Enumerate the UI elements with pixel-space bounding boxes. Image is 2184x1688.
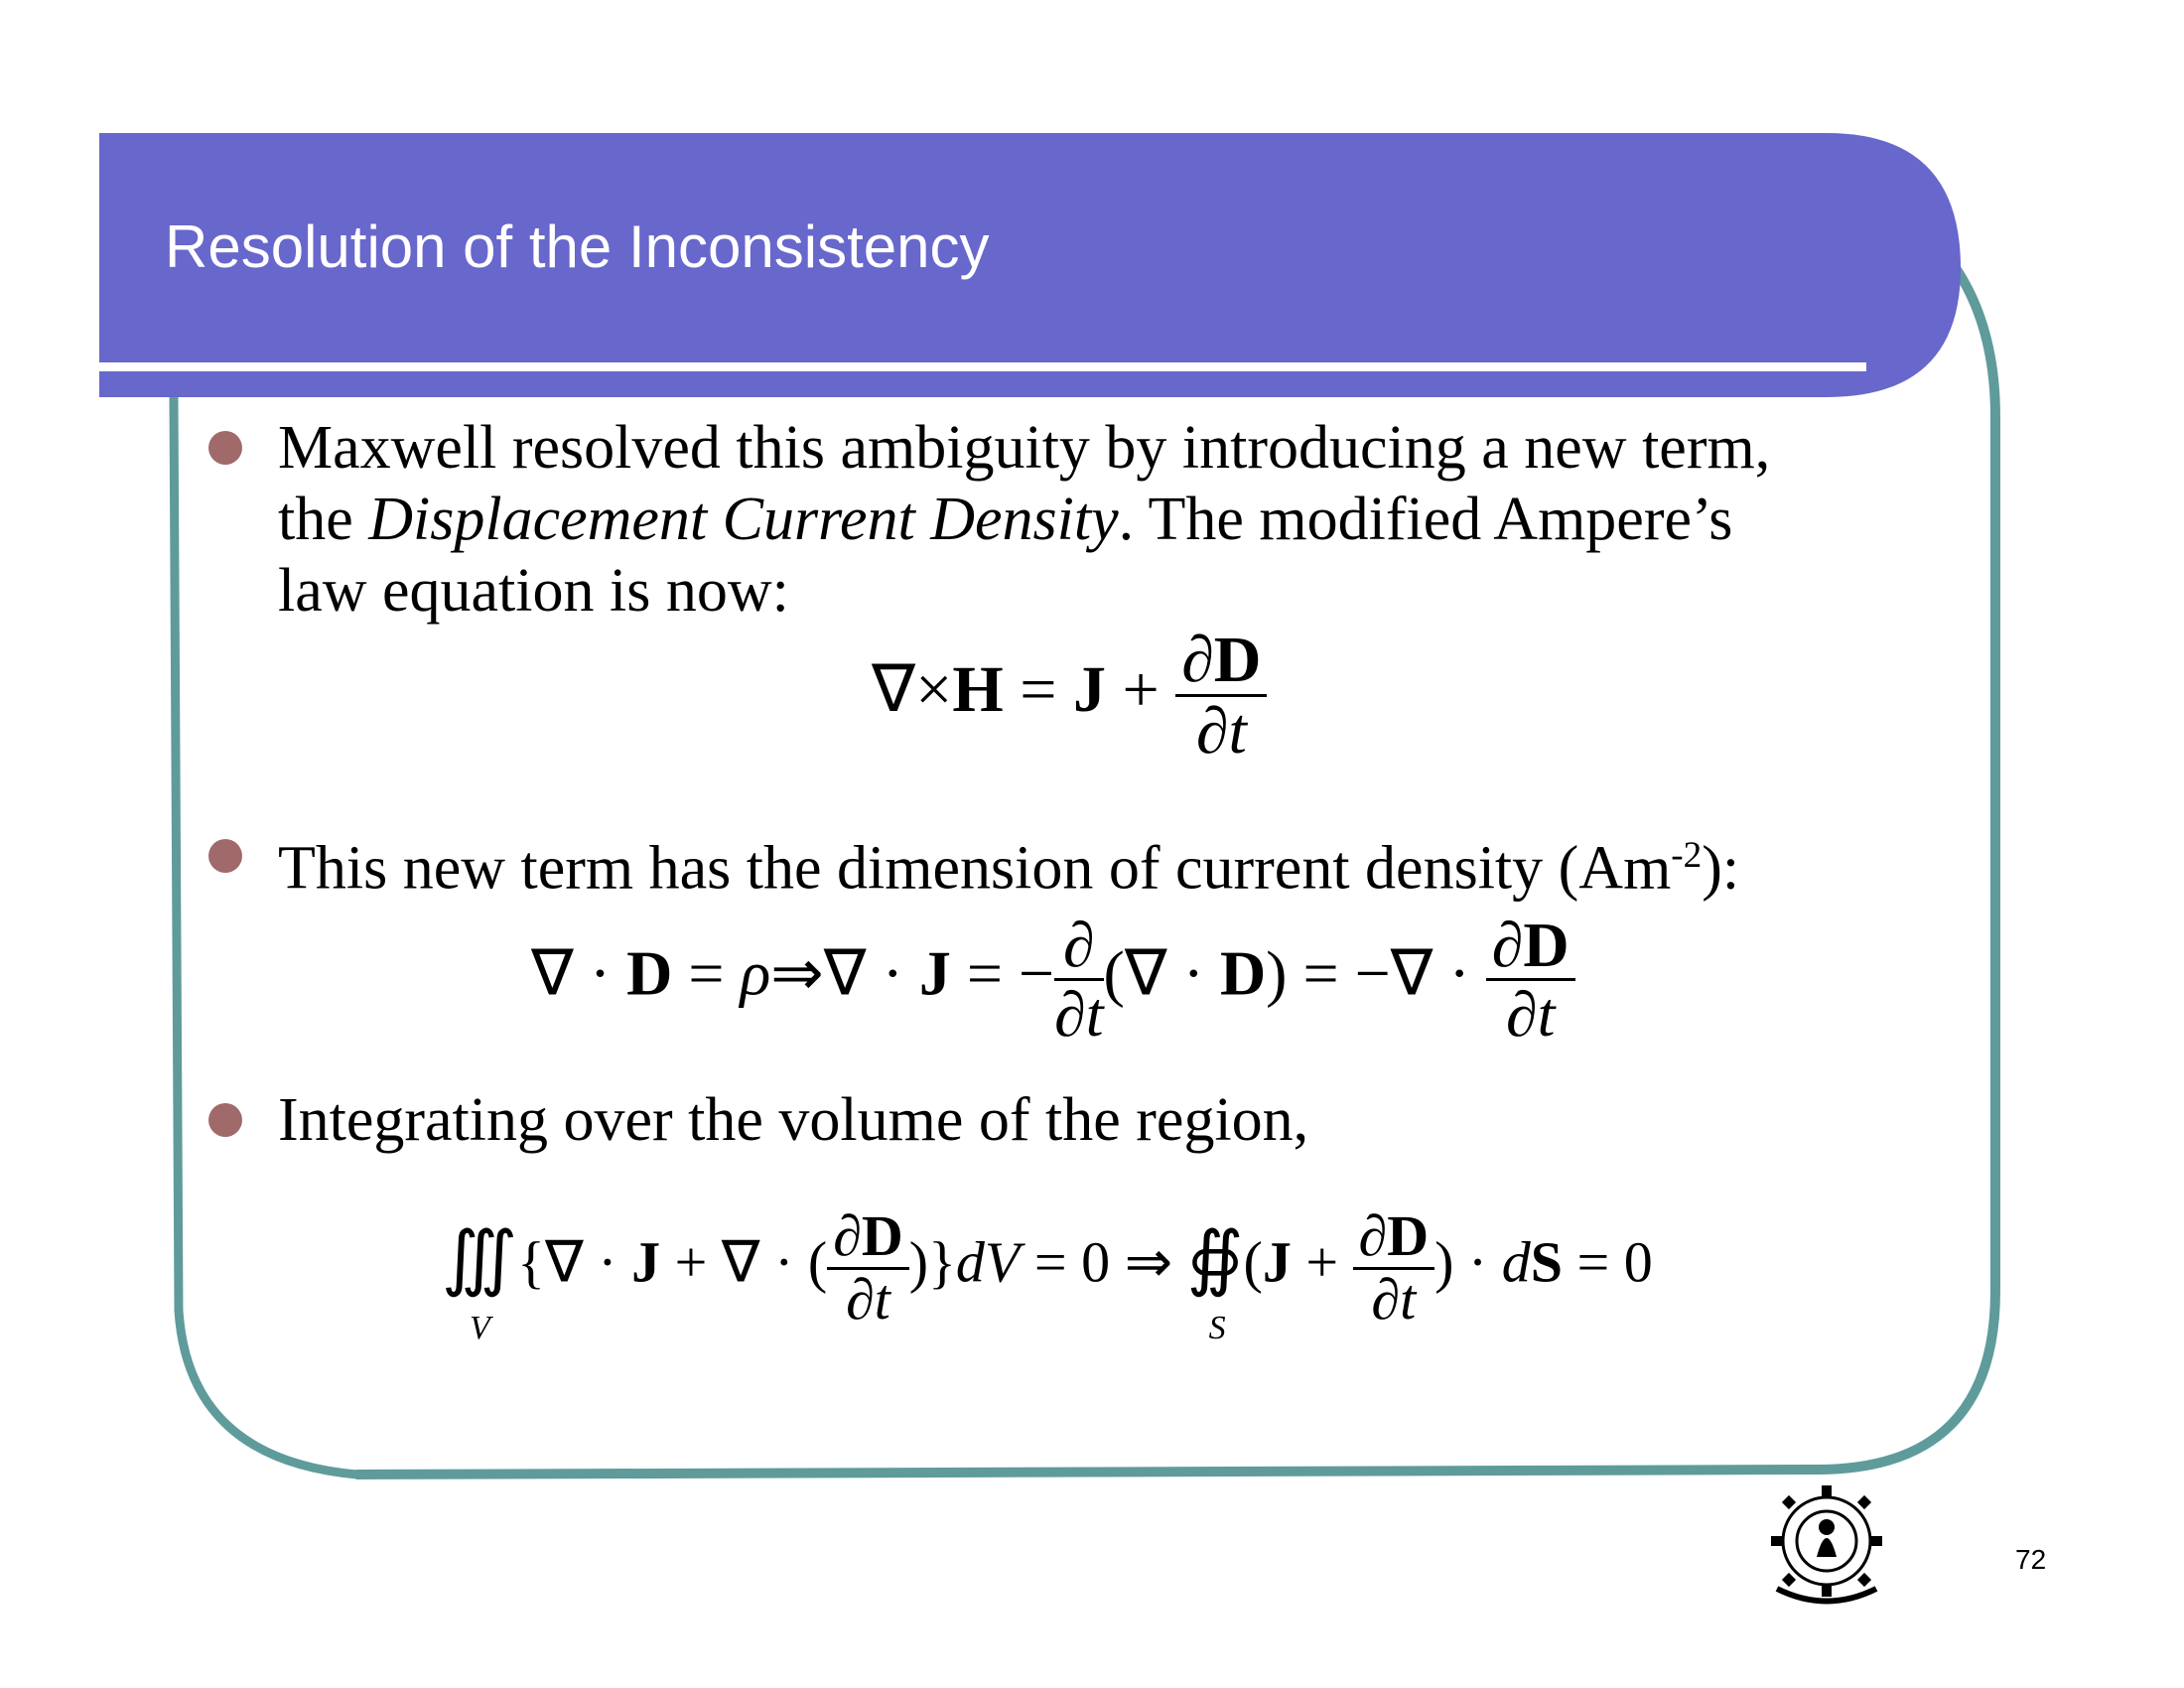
eq-symbol: ⇒: [770, 937, 824, 1009]
page-number: 72: [2015, 1544, 2047, 1575]
denominator: ∂t: [1506, 979, 1556, 1051]
eq-symbol: (∇ ·: [1103, 937, 1220, 1009]
integral-sign: ∭: [442, 1217, 518, 1298]
eq-symbol: )}: [908, 1229, 956, 1295]
eq-symbol: ∇ ·: [531, 937, 627, 1009]
eq-symbol: S: [1530, 1229, 1563, 1295]
text: the: [278, 486, 369, 553]
integral-subscript: S: [1208, 1309, 1226, 1346]
eq-symbol: (: [1243, 1229, 1263, 1295]
eq-symbol: {∇ ·: [517, 1229, 632, 1295]
header-rule: [99, 362, 1866, 371]
bullet-2: [278, 820, 1739, 905]
numerator: ∂D: [1486, 912, 1575, 981]
eq-symbol: ∇×: [872, 652, 953, 726]
eq-symbol: J: [1072, 652, 1106, 726]
denominator: ∂t: [1371, 1266, 1417, 1332]
bullet-1-line-3: law equation is now:: [278, 557, 789, 625]
superscript: -2: [1671, 835, 1703, 876]
equation-continuity: [531, 910, 1575, 1051]
eq-symbol: = 0: [1562, 1229, 1653, 1295]
denominator: ∂t: [1054, 979, 1104, 1051]
slide-title: Resolution of the Inconsistency: [165, 213, 990, 280]
denominator: ∂t: [1195, 695, 1247, 769]
eq-symbol: ∇ ·: [823, 937, 919, 1009]
term-displacement-current: Displacement Current Density: [368, 486, 1119, 553]
text: This new term has the dimension of current density (Am: [278, 834, 1672, 903]
numerator: ∂D: [1353, 1206, 1435, 1270]
numerator: ∂: [1054, 912, 1103, 981]
eq-symbol: +: [1105, 652, 1176, 726]
eq-symbol: J: [918, 937, 951, 1009]
eq-symbol: = −: [950, 937, 1055, 1009]
triple-integral: [442, 1215, 518, 1346]
eq-symbol: =: [1003, 652, 1073, 726]
fraction: [1486, 910, 1575, 1051]
fraction: [1175, 626, 1267, 767]
denominator: ∂t: [846, 1266, 890, 1332]
eq-symbol: = 0 ⇒: [1020, 1229, 1187, 1295]
equation-ampere-maxwell: [872, 626, 1267, 767]
bullet-3: Integrating over the volume of the region,: [278, 1086, 1309, 1154]
eq-symbol: d: [1501, 1229, 1531, 1295]
bullet-1: [278, 412, 1770, 627]
eq-symbol: =: [672, 937, 741, 1009]
integral-subscript: V: [470, 1309, 490, 1346]
bullet-1-line-1: Maxwell resolved this ambiguity by introducing a new term,: [278, 414, 1771, 482]
institute-seal-logo: [1762, 1479, 1891, 1609]
integral-sign: ∯: [1186, 1217, 1244, 1298]
text: . The modified Ampere’s: [1118, 486, 1733, 553]
eq-symbol: ) = −∇ ·: [1266, 937, 1486, 1009]
eq-symbol: J: [1262, 1229, 1292, 1295]
numerator: ∂D: [827, 1206, 909, 1270]
eq-symbol: D: [626, 937, 673, 1009]
eq-symbol: dV: [955, 1229, 1021, 1295]
eq-symbol: ) ·: [1434, 1229, 1502, 1295]
fraction: [827, 1203, 909, 1332]
eq-symbol: +: [1291, 1229, 1353, 1295]
fraction: [1353, 1203, 1435, 1332]
eq-symbol: + ∇ · (: [660, 1229, 828, 1295]
bullet-dot: [208, 431, 242, 465]
closed-surface-integral: [1186, 1215, 1244, 1346]
eq-symbol: J: [631, 1229, 661, 1295]
numerator: ∂D: [1175, 626, 1267, 697]
eq-symbol: D: [1219, 937, 1267, 1009]
fraction: [1054, 910, 1104, 1051]
bullet-dot: [208, 1103, 242, 1137]
bullet-1-line-2: [278, 484, 1770, 555]
eq-symbol: ρ: [740, 937, 771, 1009]
eq-symbol: H: [952, 652, 1004, 726]
text: ):: [1702, 834, 1740, 903]
equation-integral-form: [442, 1203, 1653, 1346]
bullet-dot: [208, 839, 242, 873]
